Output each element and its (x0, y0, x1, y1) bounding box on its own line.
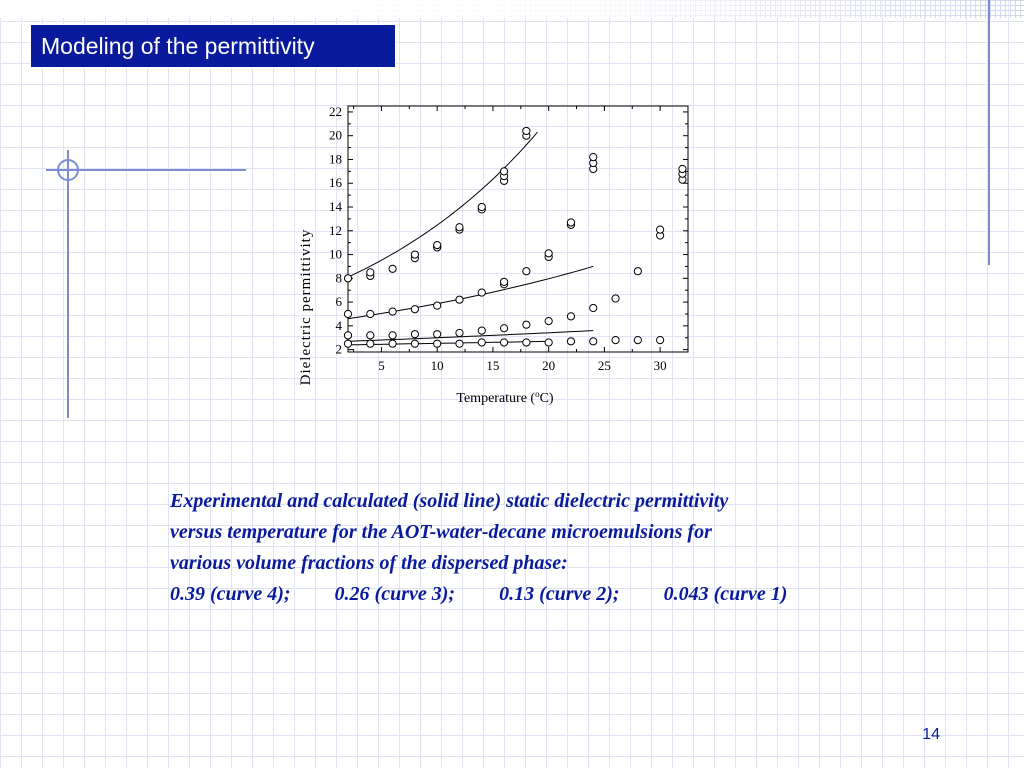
data-point-curve-1 (411, 340, 418, 347)
data-point-curve-1 (344, 340, 351, 347)
data-point-curve-4 (411, 251, 418, 258)
data-point-curve-3 (545, 250, 552, 257)
x-tick-label: 25 (597, 358, 611, 373)
fraction-curve-3: 0.26 (curve 3); (334, 583, 456, 605)
y-tick-label: 14 (329, 199, 342, 215)
crosshair-circle (53, 155, 83, 185)
x-axis-label (456, 389, 554, 406)
data-point-curve-2 (567, 313, 574, 320)
data-point-curve-4 (456, 224, 463, 231)
y-tick-label: 16 (329, 175, 342, 191)
data-point-curve-1 (367, 340, 374, 347)
x-axis (354, 106, 688, 373)
data-point-curve-2 (411, 331, 418, 338)
crosshair-vertical-line (67, 150, 69, 418)
y-tick-label: 2 (335, 341, 342, 357)
data-point-curve-2 (657, 226, 664, 233)
data-point-curve-2 (434, 331, 441, 338)
data-point-curve-4 (523, 127, 530, 134)
data-point-curve-3 (344, 310, 351, 317)
y-tick-label: 10 (329, 246, 342, 262)
data-point-curve-2 (478, 327, 485, 334)
right-accent-line (988, 0, 990, 265)
data-point-curve-1 (478, 339, 485, 346)
data-point-curve-1 (657, 337, 664, 344)
fraction-curve-4: 0.39 (curve 4); (170, 583, 291, 605)
y-tick-label: 12 (329, 222, 342, 238)
fit-line-curve-1 (348, 341, 549, 345)
data-point-curve-1 (500, 339, 507, 346)
y-tick-label: 8 (335, 270, 342, 286)
data-point-curve-2 (590, 304, 597, 311)
data-point-curve-3 (679, 165, 686, 172)
fit-line-curve-4 (348, 132, 538, 277)
y-tick-label: 18 (329, 151, 342, 167)
y-tick-label: 20 (329, 127, 342, 143)
data-point-curve-4 (500, 168, 507, 175)
data-point-curve-1 (523, 339, 530, 346)
y-tick-label: 22 (329, 103, 342, 119)
data-point-curve-1 (545, 339, 552, 346)
data-point-curve-3 (456, 296, 463, 303)
x-tick-label: 30 (653, 358, 667, 373)
permittivity-chart (280, 92, 700, 422)
x-tick-label: 15 (486, 358, 500, 373)
data-point-curve-2 (456, 329, 463, 336)
data-point-curve-3 (567, 219, 574, 226)
top-band-fade (0, 0, 1024, 18)
x-tick-label: 20 (542, 358, 556, 373)
x-tick-label: 10 (430, 358, 444, 373)
data-point-curve-2 (545, 318, 552, 325)
figure-caption (170, 486, 970, 610)
fit-line-curve-3 (348, 266, 593, 318)
y-axis (329, 104, 688, 357)
page-number: 14 (922, 726, 940, 743)
plot-frame (348, 106, 688, 352)
data-point-curve-4 (389, 265, 396, 272)
data-point-curve-2 (344, 332, 351, 339)
data-point-curve-1 (456, 340, 463, 347)
data-point-curve-3 (434, 302, 441, 309)
y-tick-label: 6 (335, 294, 342, 310)
x-axis-label-degree: o (535, 389, 540, 399)
data-point-curve-1 (434, 340, 441, 347)
data-point-curve-3 (411, 306, 418, 313)
plot-border (348, 106, 688, 352)
data-point-curve-1 (389, 340, 396, 347)
data-point-curve-3 (590, 154, 597, 161)
fraction-curve-1: 0.043 (curve 1) (663, 583, 788, 605)
data-point-curve-1 (590, 338, 597, 345)
x-axis-label-prefix: Temperature ( (456, 391, 536, 406)
data-point-curve-4 (478, 203, 485, 210)
fit-line-curve-2 (348, 331, 593, 342)
data-points (344, 127, 686, 347)
y-tick-label: 4 (335, 317, 342, 333)
x-axis-label-suffix: C) (539, 391, 554, 406)
fit-lines (348, 132, 593, 345)
data-point-curve-4 (434, 241, 441, 248)
data-point-curve-3 (478, 289, 485, 296)
data-point-curve-3 (367, 310, 374, 317)
fraction-curve-2: 0.13 (curve 2); (499, 583, 620, 605)
data-point-curve-1 (634, 337, 641, 344)
data-point-curve-2 (389, 332, 396, 339)
data-point-curve-3 (523, 268, 530, 275)
data-point-curve-2 (523, 321, 530, 328)
slide-title: Modeling of the permittivity (41, 33, 315, 59)
data-point-curve-4 (367, 269, 374, 276)
data-point-curve-2 (367, 332, 374, 339)
data-point-curve-2 (634, 268, 641, 275)
caption-line-1: Experimental and calculated (solid line) static dielectric permittivity (170, 490, 729, 512)
data-point-curve-1 (612, 337, 619, 344)
data-point-curve-2 (500, 325, 507, 332)
data-point-curve-3 (389, 308, 396, 315)
caption-fractions (170, 579, 970, 610)
caption-line-3: various volume fractions of the dispersed phase: (170, 552, 568, 574)
data-point-curve-3 (500, 278, 507, 285)
caption-line-2: versus temperature for the AOT-water-decane microemulsions for (170, 521, 712, 543)
data-point-curve-2 (612, 295, 619, 302)
title-box (30, 24, 396, 68)
x-tick-label: 5 (378, 358, 385, 373)
y-axis-label: Dielectric permittivity (298, 228, 314, 386)
data-point-curve-1 (567, 338, 574, 345)
data-point-curve-4 (344, 275, 351, 282)
